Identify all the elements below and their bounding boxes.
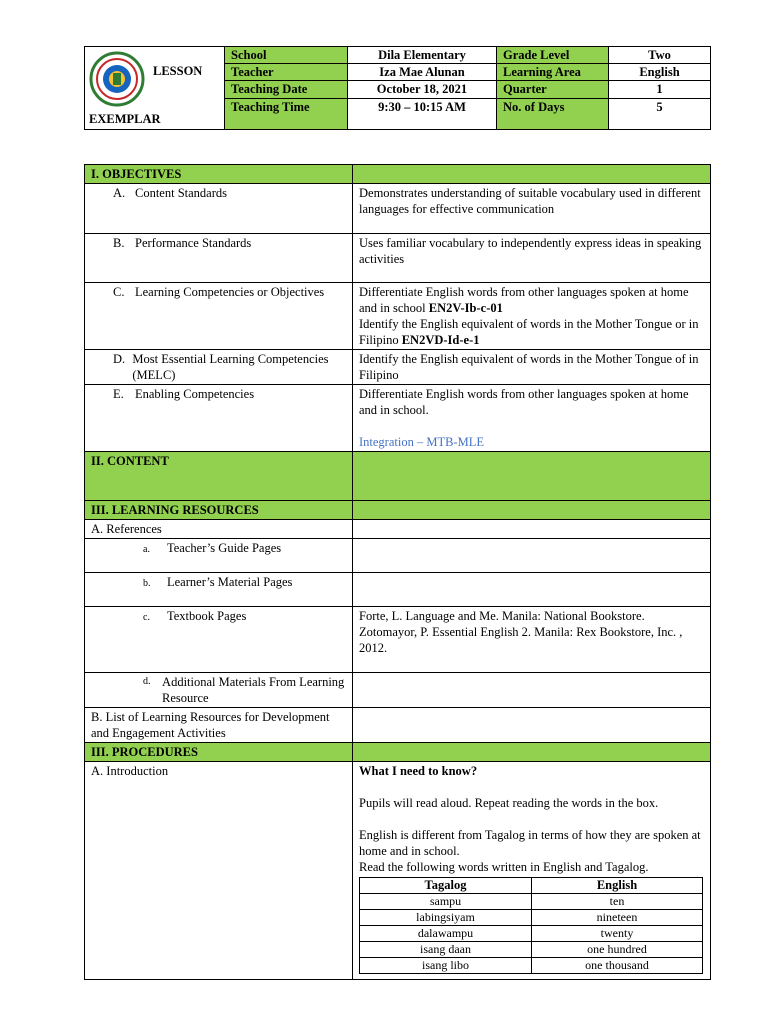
vocab-header-english: English [532, 878, 703, 894]
introduction-paragraph-1: Pupils will read aloud. Repeat reading the words in the box. [359, 796, 659, 810]
list-of-resources-label: B. List of Learning Resources for Development and Engagement Activities [85, 708, 353, 743]
school-seal-icon [89, 51, 145, 107]
enabling-competencies-label: E. Enabling Competencies [85, 385, 353, 452]
date-label: Teaching Date [225, 81, 348, 98]
days-label: No. of Days [497, 98, 609, 129]
days-value: 5 [609, 98, 711, 129]
table-row: labingsiyam nineteen [360, 910, 703, 926]
teacher-label: Teacher [225, 64, 348, 81]
introduction-paragraph-3: Read the following words written in English and Tagalog. [359, 860, 649, 874]
teachers-guide-label: a. Teacher’s Guide Pages [85, 539, 353, 573]
area-value: English [609, 64, 711, 81]
header-table [84, 46, 711, 130]
competency-code-1: EN2V-Ib-c-01 [428, 301, 503, 315]
school-value: Dila Elementary [348, 47, 497, 64]
date-value: October 18, 2021 [348, 81, 497, 98]
school-label: School [225, 47, 348, 64]
content-standards-label: A. Content Standards [85, 184, 353, 234]
introduction-label: A. Introduction [85, 762, 353, 980]
performance-standards-label: B. Performance Standards [85, 234, 353, 283]
time-label: Teaching Time [225, 98, 348, 129]
lesson-plan-table [84, 164, 711, 980]
quarter-label: Quarter [497, 81, 609, 98]
melc-label: D. Most Essential Learning Competencies (MELC) [85, 350, 353, 385]
learning-resources-heading: III. LEARNING RESOURCES [85, 501, 353, 520]
textbook-pages-text: Forte, L. Language and Me. Manila: National Bookstore. Zotomayor, P. Essential English 2. Manila: Rex Bookstore, Inc. , 2012. [353, 607, 711, 673]
teacher-value: Iza Mae Alunan [348, 64, 497, 81]
grade-label: Grade Level [497, 47, 609, 64]
area-label: Learning Area [497, 64, 609, 81]
learning-competencies-label: C. Learning Competencies or Objectives [85, 283, 353, 350]
quarter-value: 1 [609, 81, 711, 98]
melc-text: Identify the English equivalent of words in the Mother Tongue of in Filipino [353, 350, 711, 385]
content-standards-text: Demonstrates understanding of suitable vocabulary used in different languages for effective communication [353, 184, 711, 234]
table-row: dalawampu twenty [360, 926, 703, 942]
introduction-content [353, 762, 711, 980]
content-heading: II. CONTENT [85, 452, 353, 501]
grade-value: Two [609, 47, 711, 64]
vocabulary-table [359, 877, 703, 974]
table-row: isang libo one thousand [360, 958, 703, 974]
introduction-paragraph-2: English is different from Tagalog in terms of how they are spoken at home and in school. [359, 828, 701, 858]
time-value: 9:30 – 10:15 AM [348, 98, 497, 129]
textbook-pages-label: c. Textbook Pages [85, 607, 353, 673]
enabling-competencies-text: Differentiate English words from other languages spoken at home and in school. Integration – MTB-MLE [353, 385, 711, 452]
additional-materials-label: d. Additional Materials From Learning Resource [85, 673, 353, 708]
performance-standards-text: Uses familiar vocabulary to independently express ideas in speaking activities [353, 234, 711, 283]
integration-link[interactable]: Integration – MTB-MLE [359, 435, 484, 449]
learning-competencies-text: Differentiate English words from other languages spoken at home and in school EN2V-Ib-c-01 Identify the English equivalent of words in the Mother Tongue or in Filipino EN2VD-Id-e-1 [353, 283, 711, 350]
introduction-heading: What I need to know? [359, 764, 478, 778]
header-title-cell [85, 47, 225, 130]
competency-code-2: EN2VD-Id-e-1 [401, 333, 480, 347]
references-label: A. References [85, 520, 353, 539]
objectives-heading: I. OBJECTIVES [85, 165, 353, 184]
table-row: isang daan one hundred [360, 942, 703, 958]
exemplar-title: EXEMPLAR [89, 112, 161, 126]
procedures-heading: III. PROCEDURES [85, 743, 353, 762]
table-row: sampu ten [360, 894, 703, 910]
vocab-header-tagalog: Tagalog [360, 878, 532, 894]
learners-material-label: b. Learner’s Material Pages [85, 573, 353, 607]
lesson-title: LESSON [153, 64, 203, 78]
